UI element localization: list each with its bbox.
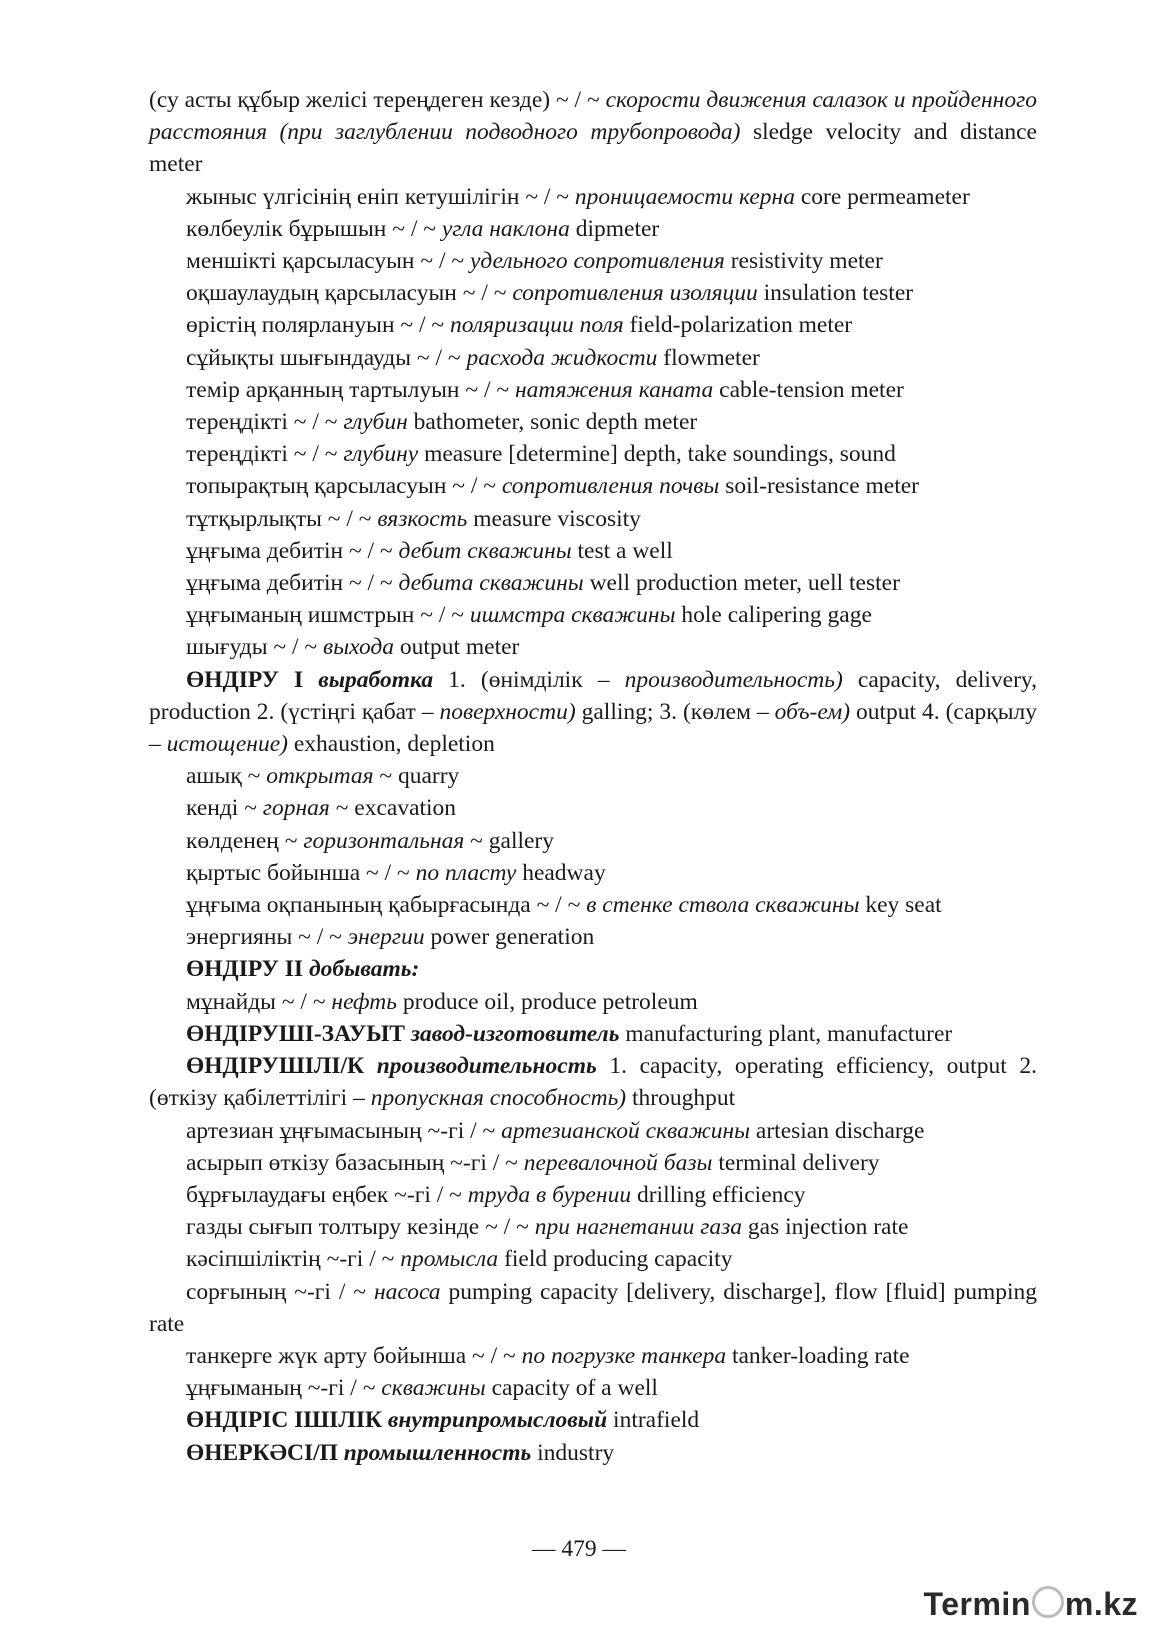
- circle-o-icon: [1032, 1586, 1064, 1618]
- headword-russian: производительность: [376, 1053, 597, 1080]
- russian-translation: дебит скважины: [398, 537, 572, 564]
- dictionary-entry: [149, 1437, 1037, 1469]
- headword: ӨНДІРУШІЛІ/К: [186, 1053, 377, 1080]
- english-translation: bathometer, sonic depth meter: [407, 409, 698, 436]
- russian-translation: по пласту: [415, 859, 517, 886]
- dictionary-entry: [149, 1179, 1037, 1211]
- dictionary-entry: [149, 760, 1037, 792]
- russian-translation: пропускная способность): [370, 1085, 627, 1112]
- dictionary-entry: [149, 825, 1037, 857]
- headword-russian: завод-изготовитель: [410, 1020, 620, 1047]
- russian-translation: проницаемости керна: [574, 183, 795, 210]
- english-translation: headway: [516, 859, 606, 886]
- kazakh-phrase: жыныс үлгісінің еніп кетушілігін ~ / ~: [186, 183, 575, 210]
- kazakh-phrase: тереңдікті ~ / ~: [186, 441, 344, 468]
- english-translation: hole calipering gage: [675, 602, 872, 629]
- kazakh-phrase: ұңғыма дебитін ~ / ~: [186, 537, 399, 564]
- kazakh-phrase: мұнайды ~ / ~: [186, 988, 332, 1015]
- kazakh-phrase: артезиан ұңғымасының ~-гі / ~: [186, 1117, 502, 1144]
- russian-translation: по погрузке танкера: [521, 1342, 727, 1369]
- english-translation: power generation: [424, 924, 595, 951]
- russian-translation: нефть: [331, 988, 397, 1015]
- kazakh-phrase: сұйықты шығындауды ~ / ~: [186, 344, 467, 371]
- kazakh-phrase: 1. (өнімділік –: [433, 666, 625, 693]
- dictionary-entry: [149, 309, 1037, 341]
- english-translation: pumping capacity [delivery, discharge], flow [fluid] pumping rate: [149, 1278, 1037, 1337]
- russian-translation: вязкость: [377, 505, 468, 532]
- english-translation: terminal delivery: [712, 1149, 880, 1176]
- english-translation: dipmeter: [569, 215, 660, 242]
- dictionary-entry: [149, 1243, 1037, 1275]
- kazakh-phrase: тереңдікті ~ / ~: [186, 409, 344, 436]
- russian-translation: энергии: [347, 924, 425, 951]
- kazakh-phrase: шығуды ~ / ~: [186, 634, 323, 661]
- english-translation: measure [determine] depth, take soundings, sound: [418, 441, 896, 468]
- english-translation: gas injection rate: [742, 1214, 909, 1241]
- kazakh-phrase: көлбеулік бұрышын ~ / ~: [186, 215, 442, 242]
- kazakh-phrase: (су асты құбыр желісі тереңдеген кезде) ~ / ~: [149, 87, 606, 113]
- dictionary-entry: [149, 857, 1037, 889]
- logo-text-end: m.kz: [1064, 1586, 1138, 1622]
- kazakh-phrase: ұңғыманың ишмстрын ~ / ~: [186, 602, 470, 629]
- russian-translation: производительность): [624, 666, 843, 693]
- kazakh-phrase: топырақтың қарсыласуын ~ / ~: [186, 473, 502, 500]
- headword: ӨНЕРКӘСІ/П: [186, 1439, 344, 1466]
- russian-translation: горизонтальная: [303, 827, 465, 854]
- russian-translation: дебита скважины: [398, 570, 584, 597]
- dictionary-entry: [149, 374, 1037, 406]
- dictionary-entry: [149, 1147, 1037, 1179]
- dictionary-entry: [149, 342, 1037, 374]
- dictionary-entry: [149, 438, 1037, 470]
- dictionary-entry: [149, 406, 1037, 438]
- kazakh-phrase: capacity, delivery, production 2. (үстіңгі қабат –: [149, 666, 1037, 725]
- russian-translation: сопротивления почвы: [501, 473, 720, 500]
- russian-translation: насоса: [373, 1278, 441, 1305]
- russian-translation: при нагнетании газа: [534, 1214, 743, 1241]
- dictionary-entry: [149, 1050, 1037, 1114]
- russian-translation: выхода: [323, 634, 395, 661]
- english-translation: well production meter, uell tester: [583, 570, 900, 597]
- english-translation: drilling efficiency: [631, 1181, 806, 1208]
- dictionary-entry: [149, 567, 1037, 599]
- english-translation: test a well: [571, 537, 673, 564]
- russian-translation: промысла: [400, 1246, 499, 1273]
- russian-translation: угла наклона: [441, 215, 570, 242]
- english-translation: soil-resistance meter: [719, 473, 919, 500]
- dictionary-entry: [149, 245, 1037, 277]
- english-translation: cable-tension meter: [713, 376, 904, 403]
- english-translation: key seat: [859, 892, 942, 919]
- russian-translation: объ-ем): [774, 698, 851, 725]
- kazakh-phrase: темір арқанның тартылуын ~ / ~: [186, 376, 515, 403]
- kazakh-phrase: ұңғыма оқпанының қабырғасында ~ / ~: [186, 892, 587, 919]
- russian-translation: артезианской скважины: [501, 1117, 751, 1144]
- english-translation: industry: [531, 1439, 615, 1466]
- kazakh-phrase: қыртыс бойынша ~ / ~: [186, 859, 416, 886]
- english-translation: sledge velocity and distance meter: [149, 119, 1037, 178]
- dictionary-entry: [149, 1115, 1037, 1147]
- english-translation: field-polarization meter: [623, 312, 853, 339]
- headword: ӨНДІРУ II: [186, 956, 309, 983]
- kazakh-phrase: сорғының ~-гі / ~: [186, 1278, 374, 1305]
- russian-translation: открытая: [266, 763, 374, 790]
- english-translation: throughput: [626, 1085, 736, 1112]
- dictionary-entry: [149, 277, 1037, 309]
- english-translation: insulation tester: [757, 280, 914, 307]
- dictionary-entry: [149, 181, 1037, 213]
- english-translation: ~ gallery: [464, 827, 555, 854]
- dictionary-entry: [149, 986, 1037, 1018]
- english-translation: output meter: [394, 634, 520, 661]
- dictionary-entry: [149, 535, 1037, 567]
- russian-translation: расхода жидкости: [466, 344, 658, 371]
- dictionary-entry: [149, 84, 1037, 181]
- dictionary-entry: [149, 953, 1037, 985]
- english-translation: measure viscosity: [467, 505, 641, 532]
- english-translation: field producing capacity: [498, 1246, 733, 1273]
- english-translation: intrafield: [607, 1407, 700, 1434]
- kazakh-phrase: 1. capacity, operating efficiency, output 2. (өткізу қабілеттілігі –: [149, 1053, 1037, 1112]
- dictionary-entry: [149, 1340, 1037, 1372]
- kazakh-phrase: газды сығып толтыру кезінде ~ / ~: [186, 1214, 535, 1241]
- headword-russian: выработка: [318, 666, 434, 693]
- dictionary-entry: [149, 1276, 1037, 1340]
- english-translation: tanker-loading rate: [726, 1342, 910, 1369]
- kazakh-phrase: танкерге жүк арту бойынша ~ / ~: [186, 1342, 522, 1369]
- english-translation: ~ excavation: [329, 795, 457, 822]
- dictionary-entry: [149, 599, 1037, 631]
- kazakh-phrase: энергияны ~ / ~: [186, 924, 348, 951]
- dictionary-entry: [149, 1404, 1037, 1436]
- headword: ӨНДІРУШІ-ЗАУЫТ: [186, 1020, 411, 1047]
- site-watermark-logo: [924, 1586, 1138, 1623]
- english-translation: produce oil, produce petroleum: [396, 988, 698, 1015]
- english-translation: capacity of a well: [485, 1375, 658, 1402]
- russian-translation: истощение): [166, 731, 288, 758]
- russian-translation: горная: [262, 795, 330, 822]
- dictionary-entry: [149, 631, 1037, 663]
- dictionary-entry: [149, 664, 1037, 761]
- russian-translation: скважины: [381, 1375, 486, 1402]
- dictionary-entry: [149, 1211, 1037, 1243]
- dictionary-entry: [149, 470, 1037, 502]
- kazakh-phrase: кенді ~: [186, 795, 263, 822]
- english-translation: core permeameter: [794, 183, 970, 210]
- kazakh-phrase: galling; 3. (көлем –: [575, 698, 775, 725]
- kazakh-phrase: бұрғылаудағы еңбек ~-гі / ~: [186, 1181, 468, 1208]
- english-translation: exhaustion, depletion: [287, 731, 495, 758]
- kazakh-phrase: ұңғыма дебитін ~ / ~: [186, 570, 399, 597]
- russian-translation: поверхности): [439, 698, 576, 725]
- headword-russian: внутрипромысловый: [387, 1407, 608, 1434]
- dictionary-entry: [149, 921, 1037, 953]
- kazakh-phrase: оқшаулаудың қарсыласуын ~ / ~: [186, 280, 513, 307]
- kazakh-phrase: өрістің полярлануын ~ / ~: [186, 312, 451, 339]
- kazakh-phrase: көлденең ~: [186, 827, 304, 854]
- english-translation: resistivity meter: [724, 248, 883, 275]
- kazakh-phrase: тұтқырлықты ~ / ~: [186, 505, 378, 532]
- russian-translation: глубин: [343, 409, 408, 436]
- english-translation: flowmeter: [657, 344, 760, 371]
- english-translation: ~ quarry: [373, 763, 460, 790]
- russian-translation: труда в бурении: [467, 1181, 632, 1208]
- page-number: — 479 —: [532, 1536, 626, 1562]
- kazakh-phrase: асырып өткізу базасының ~-гі / ~: [186, 1149, 524, 1176]
- logo-text-start: Termin: [923, 1586, 1031, 1622]
- headword: ӨНДІРІС ІШІЛІК: [186, 1407, 388, 1434]
- dictionary-entry: [149, 1372, 1037, 1404]
- headword-russian: добывать:: [308, 956, 420, 983]
- dictionary-entry: [149, 792, 1037, 824]
- dictionary-page: [149, 84, 1037, 1469]
- russian-translation: глубину: [343, 441, 419, 468]
- english-translation: manufacturing plant, manufacturer: [619, 1020, 953, 1047]
- kazakh-phrase: ашық ~: [186, 763, 267, 790]
- russian-translation: удельного сопротивления: [469, 248, 725, 275]
- dictionary-entry: [149, 503, 1037, 535]
- russian-translation: перевалочной базы: [523, 1149, 713, 1176]
- russian-translation: натяжения каната: [514, 376, 714, 403]
- russian-translation: скорости движения салазок и пройденного расстояния (при заглублении подводного трубопровода): [149, 87, 1037, 146]
- headword-russian: промышленность: [343, 1439, 532, 1466]
- kazakh-phrase: кәсіпшіліктің ~-гі / ~: [186, 1246, 401, 1273]
- kazakh-phrase: ұңғыманың ~-гі / ~: [186, 1375, 382, 1402]
- headword: ӨНДІРУ I: [186, 666, 319, 693]
- russian-translation: ишмстра скважины: [469, 602, 676, 629]
- dictionary-entry: [149, 889, 1037, 921]
- kazakh-phrase: меншікті қарсыласуын ~ / ~: [186, 248, 470, 275]
- kazakh-phrase: output 4. (сарқылу –: [149, 698, 1037, 758]
- dictionary-entry: [149, 213, 1037, 245]
- english-translation: artesian discharge: [750, 1117, 925, 1144]
- russian-translation: в стенке ствола скважины: [586, 892, 860, 919]
- russian-translation: поляризации поля: [450, 312, 624, 339]
- dictionary-entry: [149, 1018, 1037, 1050]
- russian-translation: сопротивления изоляции: [512, 280, 758, 307]
